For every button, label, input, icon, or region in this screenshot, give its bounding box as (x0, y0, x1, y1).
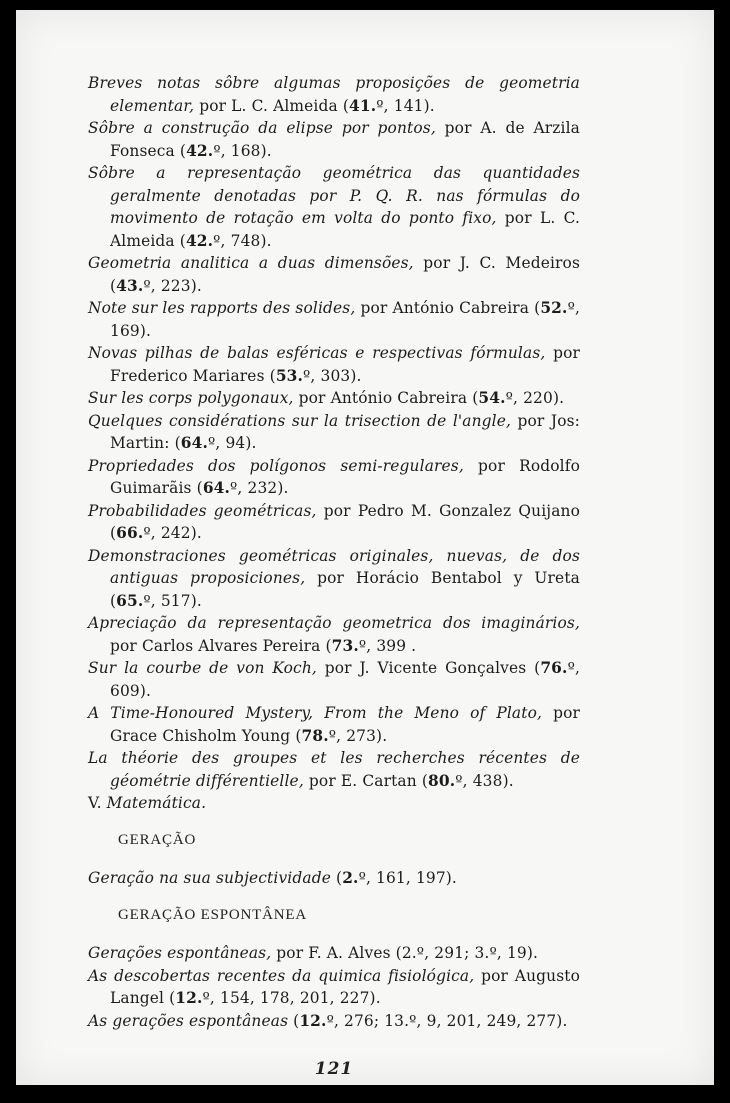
entry-volume: 54. (478, 389, 506, 407)
index-entry (88, 942, 580, 965)
entry-title: Geometria analitica a duas dimensões, (88, 254, 414, 272)
index-entry (88, 455, 580, 500)
entry-title: Quelques considérations sur la trisection de l'angle, (88, 411, 512, 430)
entry-volume: 12. (299, 1011, 327, 1030)
entry-title: As gerações espontâneas (88, 1011, 289, 1030)
entry-author: por L. C. Almeida ( (110, 209, 580, 250)
entry-pages: º, 748). (213, 231, 272, 250)
entries-group-geracao-espontanea (88, 942, 580, 1032)
index-entry (88, 657, 580, 702)
entry-volume: 64. (202, 479, 231, 497)
entry-volume: 64. (180, 434, 208, 452)
entry-title: Probabilidades geométricas, (88, 501, 317, 520)
index-entry (88, 545, 580, 613)
entry-pages: º, 161, 197). (358, 869, 457, 887)
entry-volume: 41. (349, 96, 377, 115)
entry-volume: 43. (116, 276, 144, 295)
entry-volume: 65. (116, 591, 144, 610)
index-content (88, 72, 580, 1081)
page (16, 10, 714, 1085)
index-entry (88, 342, 580, 387)
entry-volume: 76. (540, 659, 568, 677)
entry-volume: 2. (342, 869, 359, 887)
index-entry (88, 702, 580, 747)
entry-pages: º, 609). (110, 659, 580, 700)
entry-pages: º, 517). (143, 591, 202, 610)
index-entry (88, 387, 580, 410)
section-heading-geracao: GERAÇÃO (118, 831, 197, 848)
entry-pages: º, 154, 178, 201, 227). (202, 989, 381, 1007)
page-number: 121 (314, 1059, 354, 1079)
entry-author: por L. C. Almeida ( (194, 96, 350, 115)
entry-author: por Horácio Bentabol y Ureta ( (110, 569, 580, 610)
entry-volume: 73. (331, 636, 359, 655)
entry-volume: 66. (116, 524, 144, 542)
entry-author: por Augusto Langel ( (110, 966, 581, 1007)
index-entry (88, 297, 580, 342)
index-entry (88, 410, 580, 455)
index-entry (88, 612, 580, 657)
entry-author: por J. Vicente Gonçalves ( (316, 659, 541, 677)
entries-group-geracao (88, 867, 580, 890)
entry-author: por A. de Arzila Fonseca ( (110, 119, 580, 160)
entry-title: La théorie des groupes et les recherches récentes de géométrie différentielle, (88, 749, 580, 790)
entry-pages: º, 303). (303, 366, 362, 385)
entry-author: ( (330, 869, 343, 887)
index-entry (88, 162, 580, 252)
entry-pages: º, 168). (213, 141, 272, 160)
entry-pages: º, 141). (376, 96, 435, 115)
entry-volume: 53. (275, 366, 304, 385)
entry-author: por J. C. Medeiros ( (110, 254, 581, 295)
entry-title: Propriedades dos polígonos semi-regulares, (88, 456, 464, 475)
entry-title: Matemática. (106, 794, 207, 812)
entry-author: por E. Cartan ( (303, 771, 429, 790)
entry-author: por Frederico Mariares ( (110, 344, 581, 385)
index-entry (88, 117, 580, 162)
entry-author: por Jos: Martin: ( (110, 411, 580, 452)
entry-pages: º, 399 . (358, 636, 417, 655)
entry-pages: º, 223). (143, 276, 202, 295)
entry-pages: º, 220). (505, 389, 565, 407)
entry-volume: 42. (185, 231, 214, 250)
index-entry (88, 867, 580, 890)
entry-volume: 78. (301, 726, 329, 745)
index-entry (88, 252, 580, 297)
entry-author: por Grace Chisholm Young ( (110, 704, 580, 745)
entry-volume: 52. (540, 299, 568, 317)
entry-pages: º, 276; 13.º, 9, 201, 249, 277). (326, 1011, 568, 1030)
entry-pages: º, 94). (207, 434, 257, 452)
entry-author: por António Cabreira ( (355, 299, 541, 317)
entry-title: Breves notas sôbre algumas proposições de geometria elementar, (88, 74, 580, 115)
entry-author: por Pedro M. Gonzalez Quijano ( (110, 501, 580, 542)
entry-pages: º, 232). (230, 479, 289, 497)
entry-title: Apreciação da representação geometrica dos imaginários, (88, 614, 580, 632)
entry-title: As descobertas recentes da quimica fisiológica, (88, 966, 475, 985)
index-entry (88, 965, 580, 1010)
entry-author: por Carlos Alvares Pereira ( (110, 636, 332, 655)
entry-prefix: V. (88, 794, 107, 812)
index-entry (88, 500, 580, 545)
entry-title: Novas pilhas de balas esféricas e respectivas fórmulas, (88, 344, 546, 362)
entry-title: A Time-Honoured Mystery, From the Meno of Plato, (88, 704, 543, 722)
entry-volume: 42. (186, 141, 214, 160)
index-entry (88, 72, 580, 117)
entry-pages: º, 438). (455, 771, 514, 790)
entry-title: Demonstraciones geométricas originales, nuevas, de dos antiguas proposiciones, (88, 546, 580, 587)
entry-author: por António Cabreira ( (293, 389, 479, 407)
entry-volume: 80. (428, 771, 456, 790)
entries-group-mathematics (88, 72, 580, 815)
entry-pages: º, 273). (328, 726, 388, 745)
entry-author: por Rodolfo Guimarãis ( (110, 456, 580, 497)
entry-title: Sur la courbe de von Koch, (88, 659, 317, 677)
entry-title: Sôbre a representação geométrica das quantidades geralmente denotadas por P. Q. R. nas fórmulas do movimento de rotação em volta do ponto fixo, (88, 164, 580, 227)
entry-author: por F. A. Alves (2.º, 291; 3.º, 19). (271, 944, 539, 962)
entry-title: Geração na sua subjectividade (88, 869, 331, 887)
index-entry (88, 747, 580, 792)
entry-title: Sur les corps polygonaux, (88, 389, 294, 407)
entry-pages: º, 242). (143, 524, 202, 542)
entry-volume: 12. (175, 989, 203, 1007)
entry-pages: º, 169). (110, 299, 580, 340)
entry-title: Sôbre a construção da elipse por pontos, (88, 119, 436, 137)
entry-author: ( (288, 1011, 300, 1030)
index-entry (88, 1010, 580, 1033)
entry-title: Gerações espontâneas, (88, 944, 272, 962)
index-entry (88, 792, 580, 815)
entry-title: Note sur les rapports des solides, (88, 299, 356, 317)
section-heading-geracao-espontanea: GERAÇÃO ESPONTÂNEA (118, 906, 307, 923)
